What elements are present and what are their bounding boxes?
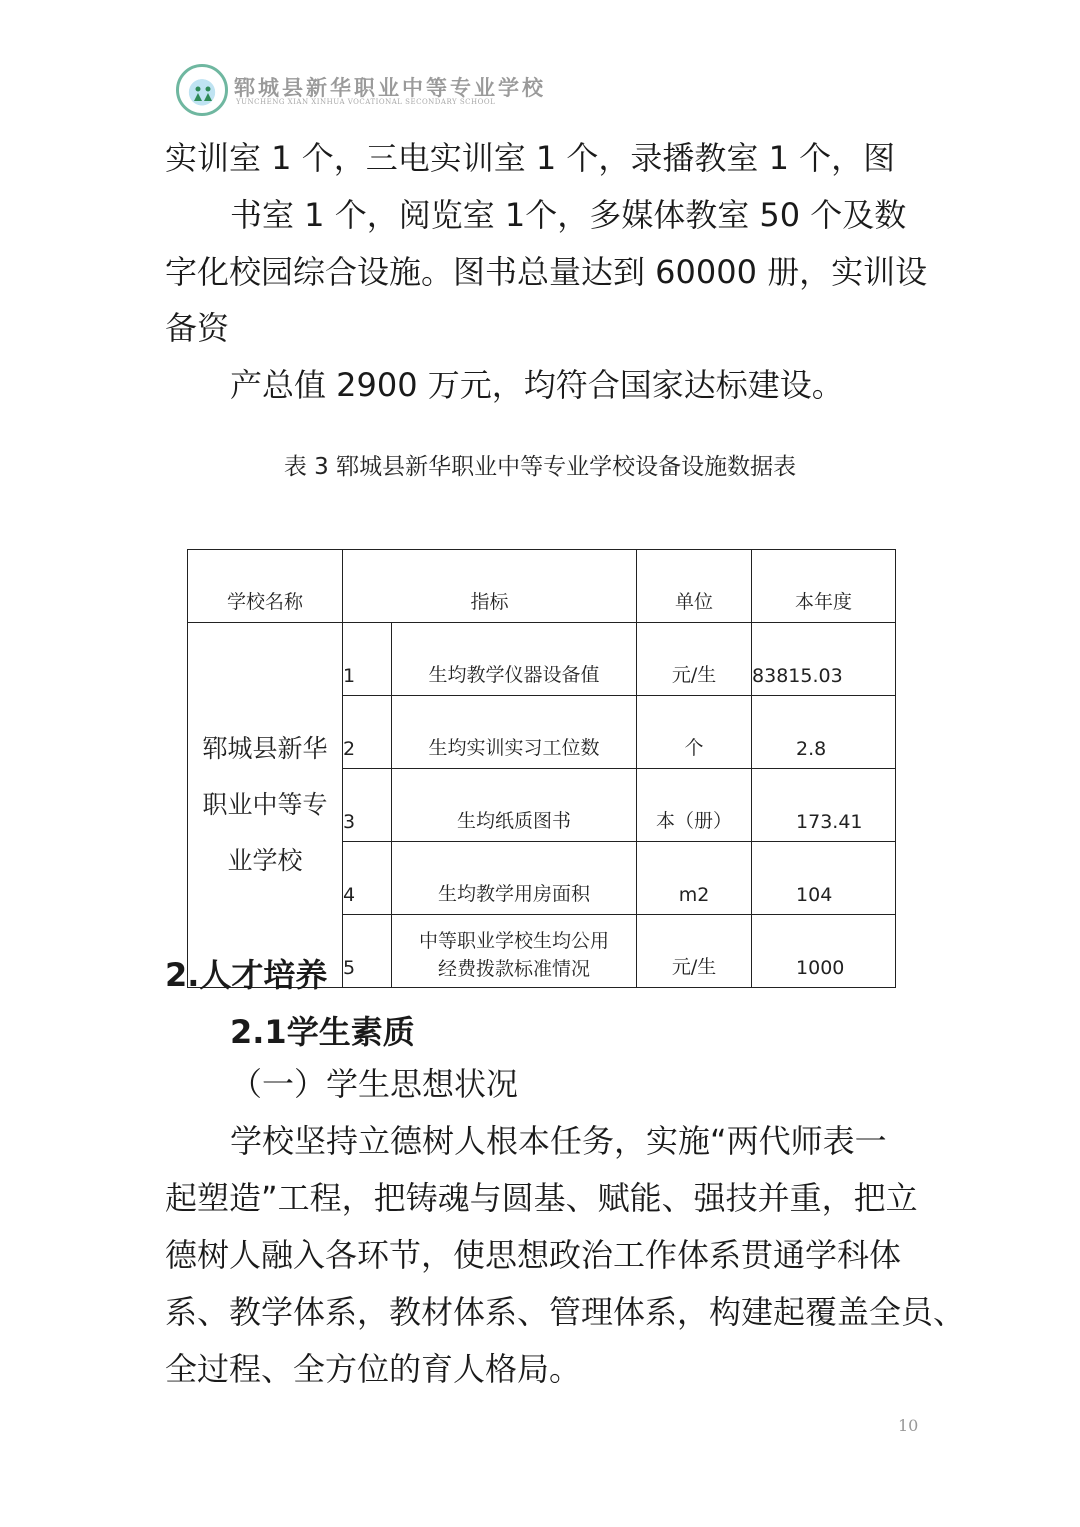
indicator-line-2: 经费拨款标准情况 [438, 958, 591, 980]
body-line-3: 德树人融入各环节，使思想政治工作体系贯通学科体 [165, 1236, 902, 1274]
intro-line-3: 字化校园综合设施。图书总量达到 60000 册，实训设 [165, 253, 928, 291]
row-number: 3 [343, 769, 392, 842]
facility-data-table [187, 549, 896, 988]
header-indicator-col: 指标 [343, 550, 637, 623]
unit-cell: 本（册） [637, 769, 752, 842]
intro-line-2: 书室 1 个，阅览室 1个，多媒体教室 50 个及数 [230, 196, 907, 234]
body-line-4: 系、教学体系，教材体系、管理体系，构建起覆盖全员、 [165, 1293, 966, 1331]
value-cell: 2.8 [752, 696, 896, 769]
intro-line-1: 实训室 1 个，三电实训室 1 个，录播教室 1 个，图 [165, 139, 896, 177]
header-school-name-col: 学校名称 [188, 550, 343, 623]
header-unit-col: 单位 [637, 550, 752, 623]
unit-cell: 元/生 [637, 915, 752, 988]
value-cell: 104 [752, 842, 896, 915]
row-number: 5 [343, 915, 392, 988]
unit-cell: m2 [637, 842, 752, 915]
subsection-heading: 2.1学生素质 [230, 1013, 415, 1051]
intro-line-5: 产总值 2900 万元，均符合国家达标建设。 [230, 366, 844, 404]
value-cell: 83815.03 [752, 623, 896, 696]
body-line-1: 学校坚持立德树人根本任务，实施“两代师表一 [230, 1122, 887, 1160]
indicator-cell: 生均纸质图书 [392, 769, 637, 842]
sub-subsection-heading: （一）学生思想状况 [230, 1065, 519, 1103]
row-number: 4 [343, 842, 392, 915]
row-number: 2 [343, 696, 392, 769]
body-line-5: 全过程、全方位的育人格局。 [165, 1350, 582, 1388]
header-school-name: 郓城县新华职业中等专业学校 [234, 75, 546, 100]
unit-cell: 个 [637, 696, 752, 769]
intro-line-4: 备资 [165, 309, 230, 347]
row-number: 1 [343, 623, 392, 696]
indicator-cell [392, 915, 637, 988]
indicator-line-1: 中等职业学校生均公用 [419, 930, 610, 952]
table-caption: 表 3 郓城县新华职业中等专业学校设备设施数据表 [283, 454, 797, 480]
value-cell: 1000 [752, 915, 896, 988]
header-school-name-en: YUNCHENG XIAN XINHUA VOCATIONAL SECONDARY SCHOOL [236, 98, 496, 106]
school-name-cell: 郓城县新华职业中等专业学校 [188, 623, 343, 988]
section-heading: 2.人才培养 [165, 956, 328, 994]
table-header-row [188, 550, 896, 623]
table-row [188, 623, 896, 696]
value-cell: 173.41 [752, 769, 896, 842]
page-number: 10 [898, 1416, 919, 1435]
indicator-cell: 生均教学仪器设备值 [392, 623, 637, 696]
unit-cell: 元/生 [637, 623, 752, 696]
school-logo-icon [176, 64, 228, 116]
indicator-cell: 生均教学用房面积 [392, 842, 637, 915]
indicator-cell: 生均实训实习工位数 [392, 696, 637, 769]
page-header [176, 62, 546, 118]
body-line-2: 起塑造”工程，把铸魂与圆基、赋能、强技并重，把立 [165, 1179, 918, 1217]
header-year-col: 本年度 [752, 550, 896, 623]
